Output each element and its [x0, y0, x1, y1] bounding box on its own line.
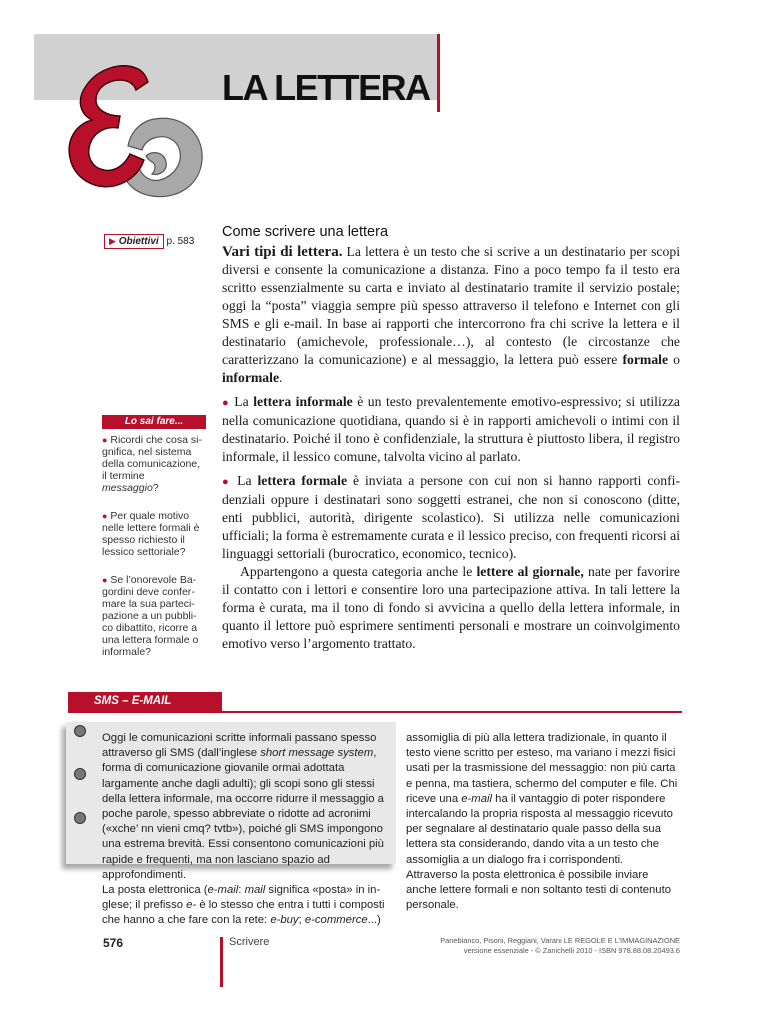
sms-email-rule	[68, 711, 682, 713]
credit-line: versione essenziale - © Zanichelli 2010 - ISBN 978.88.08.20493.6	[463, 945, 680, 955]
column-text: , forma di comunicazione giovanile ormai adottata largamente anche dagli adulti); gli scopi sono gli stessi della lettera informale, ma occorre ridurre il messaggio a poche parole, spesso abbreviate o ridotte ad acronimi («xche’ nn vieni cmq? tvtb»), poiché gli SMS impongono una estrema brevità. Essi consentono comunicazioni più rapide e frequenti, ma non lasciano spazio ad approfondimenti.	[102, 747, 384, 881]
chapter-logo-icon	[52, 58, 212, 203]
objectives-reference-box	[104, 234, 164, 249]
item-text-end: ?	[152, 482, 159, 494]
italic-term: short message system	[260, 747, 374, 760]
column-text: :	[238, 884, 245, 897]
paragraph-formal	[222, 472, 680, 563]
column-text: ...)	[367, 914, 381, 927]
paragraph-text: Appartengono a questa categoria anche le	[240, 564, 477, 579]
section-heading: Come scrivere una lettera	[222, 224, 389, 240]
main-text	[222, 224, 680, 653]
sms-email-column-left	[102, 731, 392, 929]
page-number: 576	[103, 936, 124, 950]
ring-hole-icon	[74, 725, 86, 737]
run-in-heading: Vari tipi di lettera.	[222, 244, 343, 260]
ring-hole-icon	[74, 768, 86, 780]
bold-term: lettera informale	[253, 394, 353, 409]
bullet-icon: ●	[222, 397, 230, 409]
column-text: è lo stesso che entra i tutti i composti che hanno a che fare con la rete:	[102, 899, 385, 927]
paragraph-informal	[222, 393, 680, 466]
bullet-icon: ●	[222, 476, 232, 488]
sms-email-column-right	[406, 731, 682, 913]
footer-accent-line	[220, 937, 223, 987]
italic-term: mail	[244, 884, 266, 897]
italic-term: e-mail	[207, 884, 239, 897]
bold-term: informale	[222, 370, 280, 385]
paragraph-text: La	[231, 473, 258, 488]
logo-red-shape	[69, 66, 148, 187]
column-text: assomiglia di più alla lettera tradizionale, in quanto il testo viene scritto per esteso, ma variano i mezzi fisici usati per la trasmissione del messaggio: non più carta e penna, ma tastiera, schermo del computer e file. Chi riceve una	[406, 732, 678, 805]
italic-term: e-buy	[270, 914, 299, 927]
item-text: Ricordi che cosa significa, nel sistema della comunicazione, il termine	[102, 434, 202, 482]
column-text: ha il vantaggio di poter rispondere intercalando la propria risposta al messaggio ricevuto per segnalare al destinatario quale passo della sua lettera sta considerando, dando vita a un testo che assomiglia a un dialogo fra i corrispondenti.	[406, 792, 673, 866]
chapter-title: LA LETTERA	[222, 67, 430, 108]
sms-email-box-title: SMS – E-MAIL	[68, 692, 222, 711]
item-text: Se l’onorevole Bagordini deve confermare la sua partecipazione a un pubblico dibattito, ricorre a una lettera formale o informale?	[102, 574, 199, 658]
column-text: Oggi le comunicazioni scritte informali passano spesso attraverso gli SMS (dall’inglese	[102, 732, 377, 760]
italic-term: e-	[186, 899, 197, 912]
item-emphasis: messaggio	[102, 482, 153, 494]
italic-term: e-commerce	[304, 914, 368, 927]
bold-term: formale	[622, 352, 669, 367]
objectives-page: p. 583	[166, 236, 195, 247]
header-accent-line	[437, 34, 440, 112]
bold-term: lettera formale	[257, 473, 348, 488]
triangle-right-icon: ▶	[109, 236, 116, 246]
footer-credit	[440, 936, 680, 955]
paragraph-text: nate per favorire il contatto con i lettori e consentire loro una partecipazione attiva. In tali lettere la forma è curata, ma il tono di fondo si avvicina a quello della lettera informale, in quanto il lettore può esprimere sentimenti personali e mostrare un coinvolgimento emotivo verso l’argomento trattato.	[222, 564, 680, 651]
paragraph-text: è inviata a persone con cui non si hanno rapporti confidenziali oppure i destinatari sono soggetti estranei, che non si conoscono (ditte, enti pubblici, autorità, dirigente scolastico). Si utilizza nelle comunicazioni ufficiali; la forma è estremamente curata e il lessico preciso, con frequenti ricorsi ai linguaggi settoriali (burocratico, economico, tecnico).	[222, 473, 681, 561]
paragraph-text: o	[668, 352, 681, 367]
paragraph-newspaper	[222, 563, 680, 653]
lo-sai-fare-item	[102, 434, 206, 494]
lo-sai-fare-item	[102, 574, 206, 658]
footer-section-name: Scrivere	[229, 936, 270, 948]
item-text: Per quale motivo nelle lettere formali è spesso richiesto il lessico settoriale?	[102, 510, 200, 558]
objectives-label: Obiettivi	[118, 236, 159, 247]
italic-term: e-mail	[461, 792, 493, 805]
paragraph-text: è un testo prevalentemente emotivo-espressivo; si utilizza nella comunicazione quotidiana, quando si è in rapporti amichevoli o intimi con il destinatario. Poiché il tono è confidenziale, la struttura è piuttosto libera, il registro informale, il lessico comune, talvolta vicino al parlato.	[222, 394, 680, 464]
lo-sai-fare-title: Lo sai fare...	[102, 415, 206, 429]
column-text: Attraverso la posta elettronica è possibile inviare anche lettere formali e non soltanto testi di contenuto personale.	[406, 868, 672, 912]
lo-sai-fare-panel	[102, 415, 206, 658]
objectives-reference[interactable]	[104, 234, 194, 249]
bullet-icon: ●	[102, 435, 108, 445]
paragraph-text: .	[279, 370, 283, 385]
bullet-icon: ●	[102, 575, 108, 585]
column-text: significa «posta» in inglese; il prefisso	[102, 884, 381, 912]
paragraph-text: La	[229, 394, 254, 409]
paragraph-intro	[222, 243, 680, 387]
column-text: ;	[298, 914, 305, 927]
ring-hole-icon	[74, 812, 86, 824]
lo-sai-fare-item	[102, 510, 206, 558]
bold-term: lettere al giornale,	[476, 564, 584, 579]
column-text: La posta elettronica (	[102, 884, 208, 897]
credit-line: Panebianco, Pisoni, Reggiani, Varani LE REGOLE E L’IMMAGINAZIONE	[440, 936, 680, 945]
bullet-icon: ●	[102, 511, 108, 521]
paragraph-text: La lettera è un testo che si scrive a un destinatario per scopi diversi e consente la comunicazione a distanza. Fino a poco tempo fa il testo era scritto essenzialmente su carta e inviato al destinatario tramite il servizio postale; oggi la “posta” viaggia sempre più spesso attraverso il telefono e Internet con gli SMS e gli e-mail. In base ai rapporti che intercorrono fra chi scrive la lettera e il destinatario (amichevole, professionale…), al contesto (le circostanze che caratterizzano la comunicazione) e al messaggio, la lettera può essere	[222, 244, 680, 367]
